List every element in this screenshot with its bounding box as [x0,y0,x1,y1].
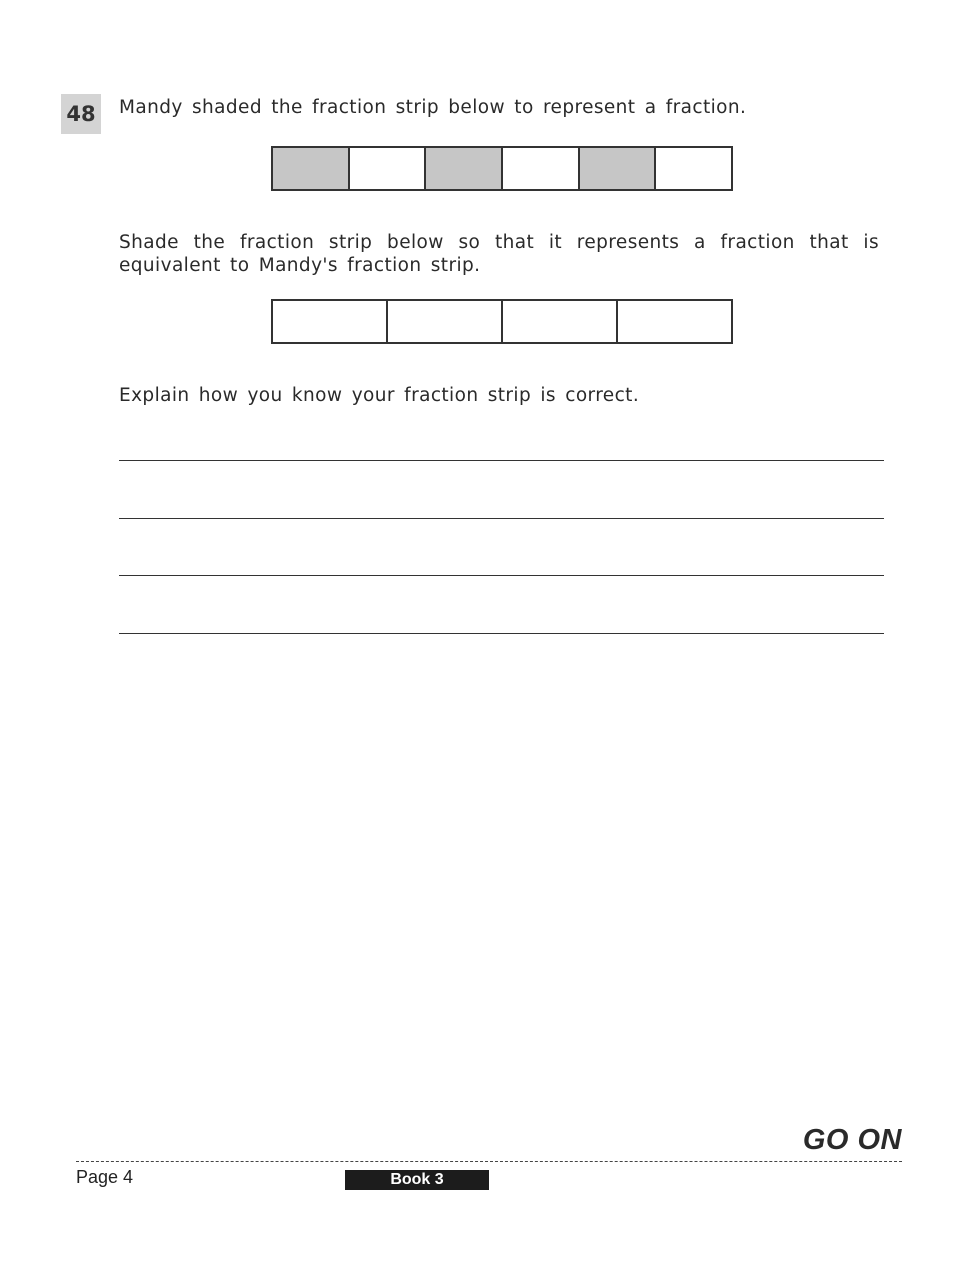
answer-line[interactable] [119,460,884,461]
strip-cell [503,148,580,189]
footer-divider [76,1161,902,1162]
answer-line[interactable] [119,575,884,576]
question-prompt: Mandy shaded the fraction strip below to represent a fraction. [119,97,747,118]
answer-line[interactable] [119,633,884,634]
strip-cell [273,148,350,189]
answer-strip-cell[interactable] [503,301,618,342]
answer-strip-cell[interactable] [388,301,503,342]
strip-cell [580,148,657,189]
page-number: Page 4 [76,1167,134,1187]
answer-strip-cell[interactable] [618,301,731,342]
answer-strip-cell[interactable] [273,301,388,342]
strip-cell [350,148,427,189]
answer-line[interactable] [119,518,884,519]
strip-cell [656,148,731,189]
shade-instruction: Shade the fraction strip below so that it represents a fraction that is equivalent to Mandy's fraction strip. [119,232,879,276]
strip-cell [426,148,503,189]
explain-instruction: Explain how you know your fraction strip is correct. [119,385,640,406]
mandy-fraction-strip [271,146,733,191]
question-number: 48 [61,94,101,134]
answer-fraction-strip [271,299,733,344]
go-on-label: GO ON [802,1124,902,1156]
book-label: Book 3 [345,1170,489,1190]
